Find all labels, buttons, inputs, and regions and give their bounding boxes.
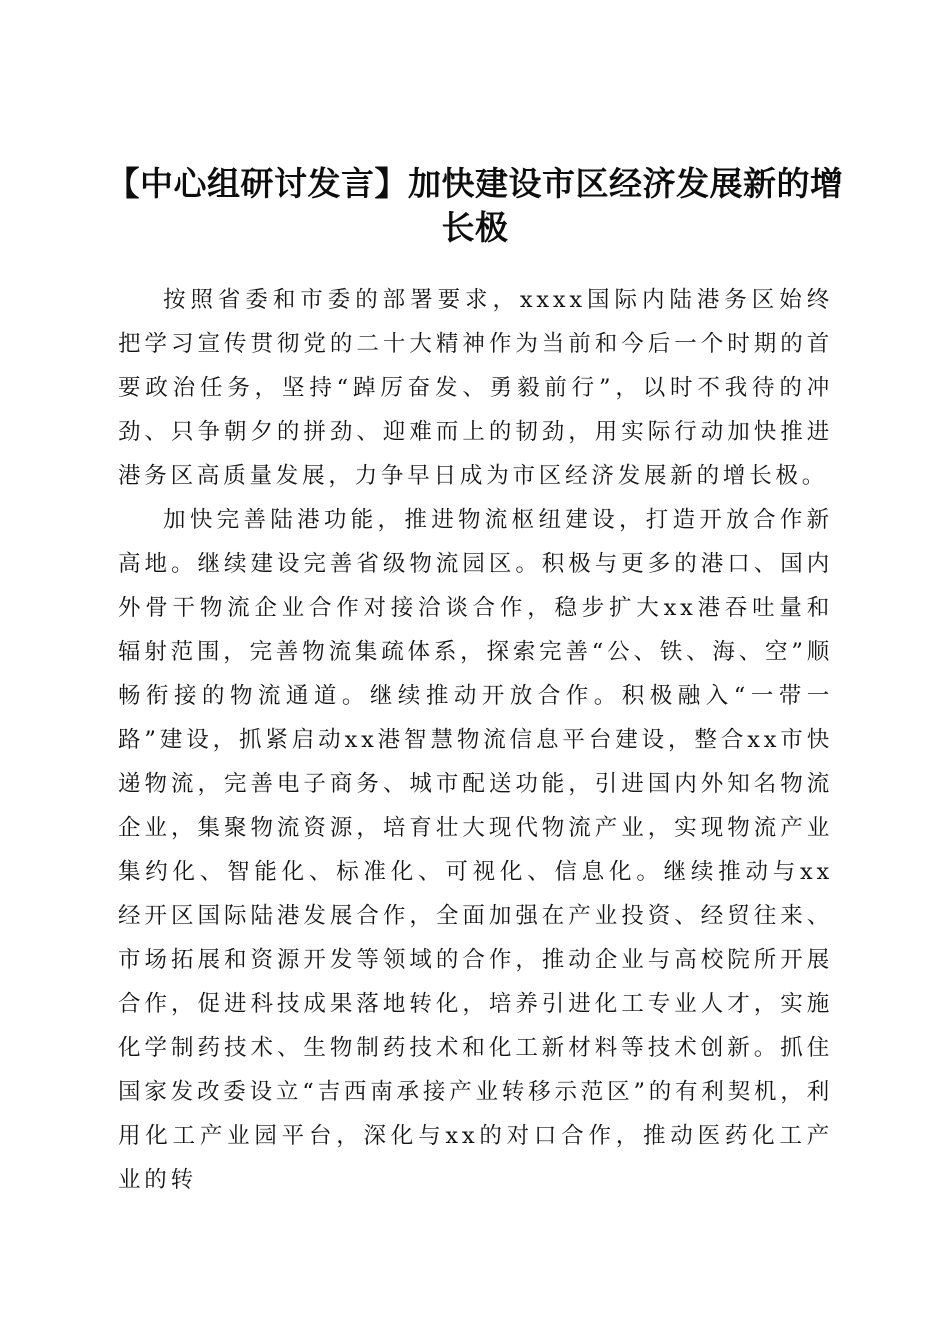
document-title: 【中心组研讨发言】加快建设市区经济发展新的增长极 <box>106 164 844 248</box>
document-body <box>118 278 833 1202</box>
paragraph-intro: 按照省委和市委的部署要求，xxxx国际内陆港务区始终把学习宣传贯彻党的二十大精神作为当前和今后一个时期的首要政治任务，坚持“踔厉奋发、勇毅前行”，以时不我待的冲劲、只争朝夕的拼劲、迎难而上的韧劲，用实际行动加快推进港务区高质量发展，力争早日成为市区经济发展新的增长极。 <box>118 287 833 489</box>
paragraph-logistics: 加快完善陆港功能，推进物流枢纽建设，打造开放合作新高地。继续建设完善省级物流园区。积极与更多的港口、国内外骨干物流企业合作对接洽谈合作，稳步扩大xx港吞吐量和辐射范围，完善物流集疏体系，探索完善“公、铁、海、空”顺畅衔接的物流通道。继续推动开放合作。积极融入“一带一路”建设，抓紧启动xx港智慧物流信息平台建设，整合xx市快递物流，完善电子商务、城市配送功能，引进国内外知名物流企业，集聚物流资源，培育壮大现代物流产业，实现物流产业集约化、智能化、标准化、可视化、信息化。继续推动与xx经开区国际陆港发展合作，全面加强在产业投资、经贸往来、市场拓展和资源开发等领域的合作，推动企业与高校院所开展合作，促进科技成果落地转化，培养引进化工专业人才，实施化学制药技术、生物制药技术和化工新材料等技术创新。抓住国家发改委设立“吉西南承接产业转移示范区”的有利契机，利用化工产业园平台，深化与xx的对口合作，推动医药化工产业的转 <box>118 507 833 1193</box>
